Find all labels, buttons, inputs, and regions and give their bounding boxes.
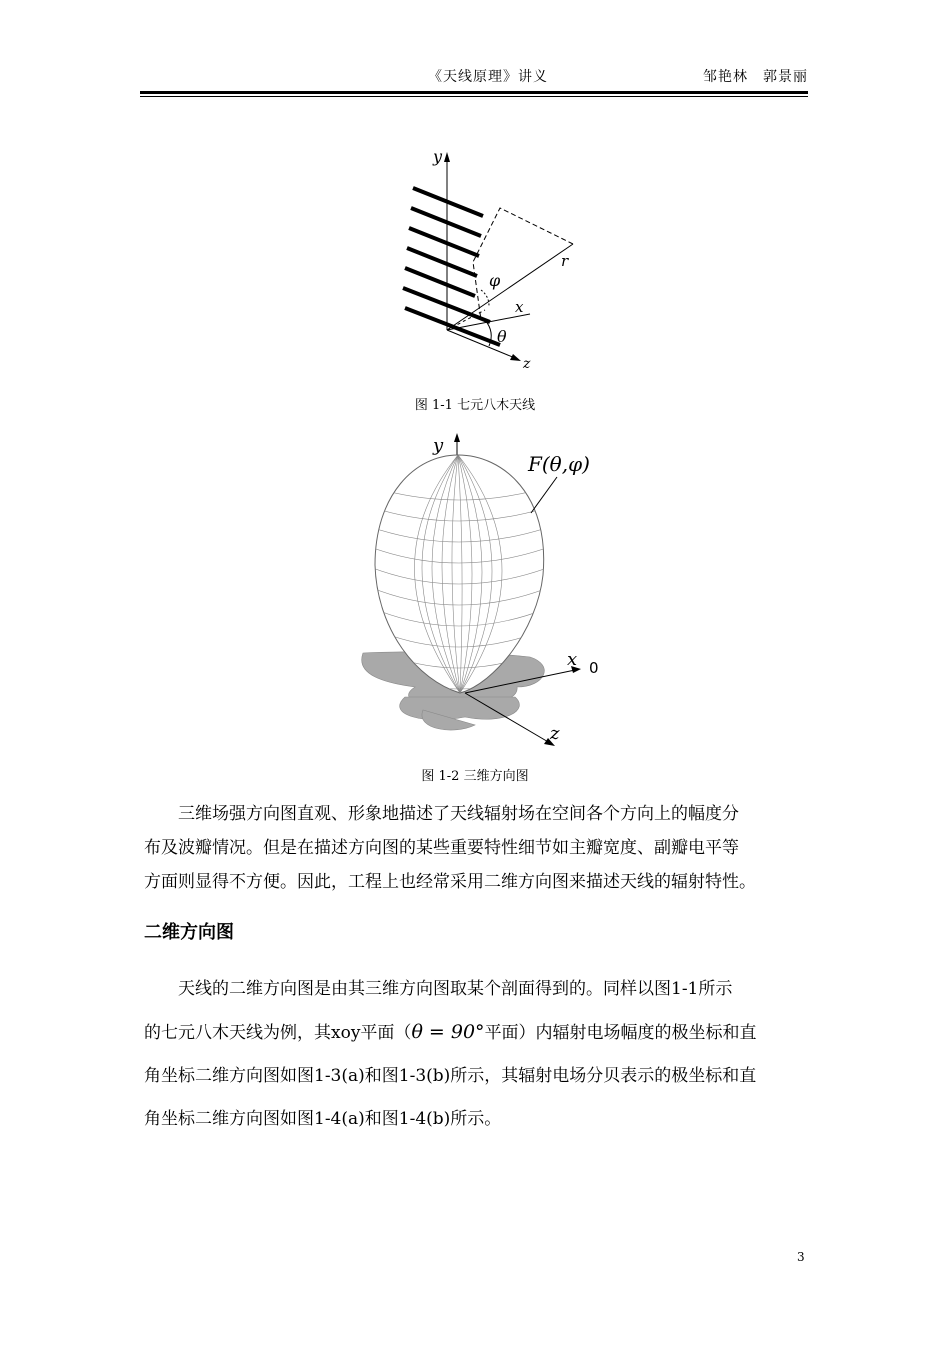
paragraph2-line	[144, 1011, 808, 1055]
section-heading: 二维方向图	[144, 922, 234, 943]
paragraph2-line: 角坐标二维方向图如图1-4(a)和图1-4(b)所示。	[144, 1109, 502, 1129]
fig2-label-y: y	[433, 435, 444, 456]
paragraph1-line: 布及波瓣情况。但是在描述方向图的某些重要特性细节如主瓣宽度、副瓣电平等	[144, 838, 739, 858]
paragraph1-line: 三维场强方向图直观、形象地描述了天线辐射场在空间各个方向上的幅度分	[178, 804, 739, 824]
fig1-label-x: x	[515, 298, 524, 316]
fig1-label-z: z	[523, 356, 531, 372]
fig2-label-z: z	[550, 723, 560, 744]
fig1-label-theta: θ	[497, 327, 507, 346]
header-authors: 邹艳林 郭景丽	[703, 69, 808, 85]
paragraph-3d-pattern	[144, 797, 808, 899]
paragraph2-line: 天线的二维方向图是由其三维方向图取某个剖面得到的。同样以图1-1所示	[178, 979, 733, 999]
paragraph2-line: 角坐标二维方向图如图1-3(a)和图1-3(b)所示，其辐射电场分贝表示的极坐标和直	[144, 1066, 757, 1086]
fig1-label-r: r	[561, 252, 569, 270]
figure2-caption: 图 1-2 三维方向图	[421, 769, 529, 784]
figure1-caption: 图 1-1 七元八木天线	[414, 398, 536, 413]
paragraph1-line: 方面则显得不方便。因此，工程上也经常采用二维方向图来描述天线的辐射特性。	[144, 872, 756, 892]
figure-yagi-antenna	[385, 140, 595, 380]
header-title: 《天线原理》讲义	[428, 69, 548, 85]
fig2-label-zero: 0	[589, 659, 599, 677]
running-header	[140, 66, 808, 88]
paragraph2-text: 平面）内辐射电场幅度的极坐标和直	[484, 1023, 757, 1043]
fig1-label-phi: φ	[489, 271, 501, 290]
paragraph2-text: 的七元八木天线为例，其xoy平面（	[144, 1023, 412, 1043]
header-rule-thick	[140, 91, 808, 94]
paragraph-2d-pattern	[144, 968, 808, 1141]
fig2-label-F: F(θ,φ)	[528, 452, 590, 476]
page-number: 3	[797, 1250, 805, 1264]
figure-3d-pattern	[345, 425, 615, 760]
theta-equation: θ = 90°	[411, 1021, 485, 1043]
fig2-label-x: x	[567, 649, 578, 670]
fig1-label-y: y	[433, 147, 443, 166]
header-rule-thin	[140, 96, 808, 97]
